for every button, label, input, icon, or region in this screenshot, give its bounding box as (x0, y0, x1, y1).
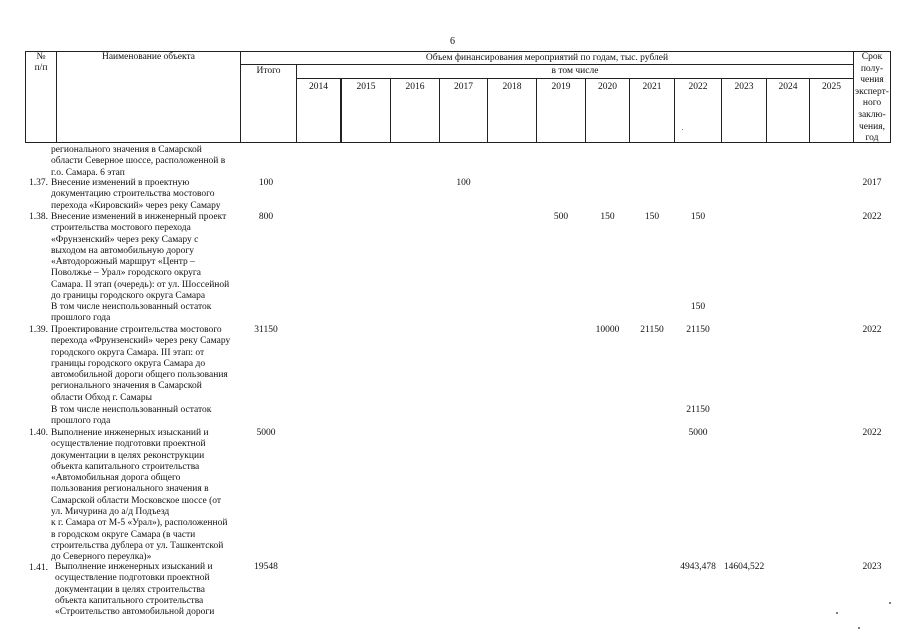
row-term: 2023 (862, 562, 882, 572)
row-total: 19548 (254, 562, 278, 572)
row-name-continued: регионального значения в Самарской области Северное шоссе, расположенной в г.о. Самара. 6 этап (51, 145, 226, 178)
row-name: Внесение изменений в инженерный проект строительства мостового перехода «Фрунзенский» через реку Самару с выходом на автомобильную дорогу «Автодорожный маршрут «Центр – Поволжье – Урал» городского округа Самара. II этап (очередь): от ул. Шоссейной до границы городского округа Самара (51, 212, 230, 302)
header-year-label: 2018 (502, 82, 522, 92)
row-name: Выполнение инженерных изысканий и осуществление подготовки проектной документации в целях реконструкции объекта капитального строительства «Автомобильная дорога общего пользования регионального значения в Самарской области Московское шоссе (от ул. Мичурина до а/д Подъезд к г. Самара от М-5 «Урал»), расположенной в городском округе Самара (в части строительства дублера от ул. Ташкентской до Северного переулка)» (51, 428, 228, 563)
row-number: 1.40. (29, 428, 48, 438)
header-no-label: № п/п (34, 52, 48, 73)
row-total: 5000 (256, 428, 276, 438)
row-number: 1.38. (29, 212, 48, 222)
row-number: 1.39. (29, 325, 48, 335)
row-year-value: 14604,522 (723, 562, 765, 572)
row-term: 2022 (862, 212, 882, 222)
page-number: 6 (450, 36, 455, 47)
row-year-value: 500 (553, 212, 569, 222)
scan-speck (889, 602, 891, 604)
header-year-label: 2016 (405, 82, 425, 92)
row-year-value: 21150 (640, 325, 664, 335)
row-year-value: 150 (644, 212, 660, 222)
row-total: 100 (258, 178, 274, 188)
row-year-value: 100 (456, 178, 471, 188)
header-year-label: 2014 (309, 82, 328, 92)
row-number: 1.41. (29, 563, 48, 573)
header-total-label: Итого (256, 66, 281, 76)
row-year-value: 150 (600, 212, 615, 222)
row-name-subnote: В том числе неиспользованный остаток прошлого года (51, 302, 212, 324)
row-year-value: 150 (690, 302, 706, 312)
header-funding-label: Объем финансирования мероприятий по годам, тыс. рублей (425, 53, 669, 63)
row-year-value: 4943,478 (680, 562, 716, 572)
scan-speck (836, 612, 838, 614)
row-name: Выполнение инженерных изысканий и осуществление подготовки проектной документации в целях строительства объекта капитального строительства «Строительство автомобильной дороги (55, 562, 215, 618)
row-year-value: 10000 (595, 325, 620, 335)
row-term: 2017 (862, 178, 882, 188)
header-name-label: Наименование объекта (101, 52, 195, 62)
header-col-name (56, 51, 241, 143)
row-year-value: 21150 (686, 405, 710, 415)
row-name: Проектирование строительства мостового перехода «Фрунзенский» через реку Самару городского округа Самара. III этап: от границы городского округа Самара до автомобильной дороги общего пользования регионального значения в Самарской области Обход г. Самары (51, 325, 231, 403)
header-term-label: Срок полу- чения эксперт- ного заклю- чения, год (855, 52, 889, 144)
header-year-label: 2023 (734, 82, 754, 92)
row-number: 1.37. (29, 178, 48, 188)
header-year-label: 2017 (454, 82, 473, 92)
header-year-label: 2025 (822, 82, 841, 92)
scan-speck (682, 129, 683, 130)
header-year-label: 2019 (551, 82, 571, 92)
row-name-subnote: В том числе неиспользованный остаток прошлого года (51, 405, 212, 427)
row-total: 800 (258, 212, 274, 222)
row-name: Внесение изменений в проектную документацию строительства мостового перехода «Кировский» через реку Самару (51, 178, 221, 211)
row-year-value: 5000 (688, 428, 708, 438)
row-term: 2022 (862, 325, 882, 335)
header-year-label: 2021 (642, 82, 662, 92)
header-year-label: 2020 (598, 82, 617, 92)
scan-speck (858, 627, 860, 629)
header-including-label: в том числе (551, 66, 599, 76)
header-year-label: 2015 (356, 82, 376, 92)
header-year-label: 2022 (688, 82, 708, 92)
row-year-value: 21150 (686, 325, 710, 335)
header-year-label: 2024 (778, 82, 798, 92)
row-year-value: 150 (690, 212, 706, 222)
row-term: 2022 (862, 428, 882, 438)
row-total: 31150 (254, 325, 278, 335)
